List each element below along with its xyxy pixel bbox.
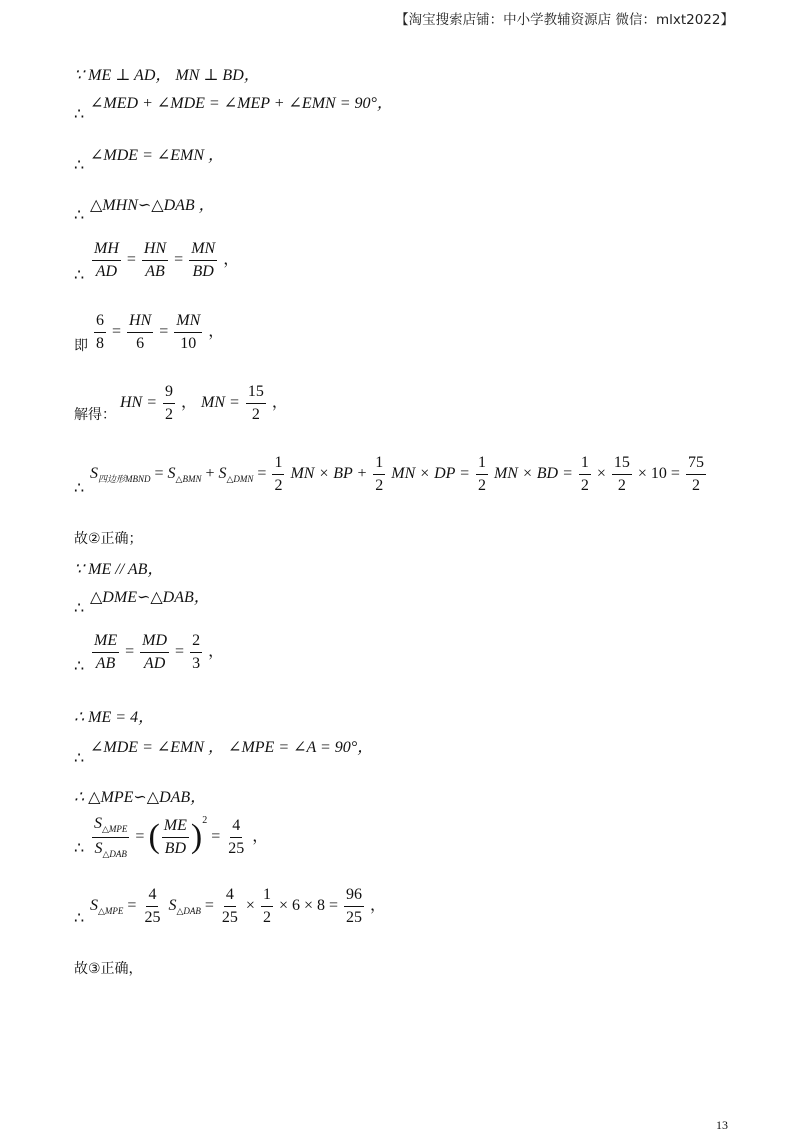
denominator: 25 xyxy=(228,839,245,857)
line-9: 故②正确； xyxy=(74,531,143,547)
line-17 xyxy=(90,886,386,926)
numerator: MN xyxy=(189,240,217,261)
math-token: ∵ ME // AB， xyxy=(74,561,164,578)
line-12 xyxy=(90,632,224,672)
page-number: 13 xyxy=(716,1118,728,1132)
numerator: 1 xyxy=(261,886,273,907)
denominator: 2 xyxy=(580,476,589,494)
math-token: ， xyxy=(208,642,225,660)
frac-hn-ab xyxy=(142,240,168,280)
fraction xyxy=(92,815,129,860)
frac-hn-6 xyxy=(127,312,153,352)
math-token: = xyxy=(126,250,136,268)
fraction xyxy=(686,454,706,494)
math-token: MN × DP = xyxy=(391,464,470,482)
therefore-9: ∴ xyxy=(74,840,85,857)
line-3 xyxy=(90,142,224,165)
line-2 xyxy=(90,90,393,113)
line-8 xyxy=(90,454,708,494)
math-token: HN = xyxy=(120,393,158,411)
line-6 xyxy=(74,312,224,355)
frac-mn-bd xyxy=(189,240,217,280)
math-token: 即 xyxy=(74,337,88,354)
math-token: × xyxy=(245,896,255,914)
math-token: 解得： xyxy=(74,406,116,423)
subscript: △DAB xyxy=(102,848,127,859)
numerator: 9 xyxy=(163,383,175,404)
numerator: ME xyxy=(162,817,189,838)
therefore-4: ∴ xyxy=(74,267,85,284)
therefore-2: ∴ xyxy=(74,157,85,174)
line-18: 故③正确， xyxy=(74,961,143,977)
math-token: + xyxy=(205,464,215,482)
subscript: △MPE xyxy=(98,905,124,916)
math-token: = xyxy=(175,642,185,660)
line-5 xyxy=(90,240,239,280)
math-token: ， xyxy=(252,828,269,846)
fraction xyxy=(476,454,488,494)
line-4 xyxy=(90,192,215,215)
numerator: MH xyxy=(92,240,121,261)
denominator: 6 xyxy=(136,334,145,352)
denominator: AD xyxy=(95,262,118,280)
math-token: S xyxy=(218,464,227,482)
numerator: 1 xyxy=(272,454,284,475)
subscript: △BMN xyxy=(175,473,202,484)
therefore-6: ∴ xyxy=(74,600,85,617)
fraction xyxy=(220,886,240,926)
math-token: × xyxy=(596,464,606,482)
denominator: BD xyxy=(192,262,214,280)
line-15 xyxy=(74,784,206,807)
frac-mh-ad xyxy=(92,240,121,280)
numerator: 1 xyxy=(579,454,591,475)
denominator xyxy=(93,838,129,860)
math-token: × 6 × 8 = xyxy=(278,896,339,914)
numerator: ME xyxy=(92,632,119,653)
numerator: 6 xyxy=(94,312,106,333)
denominator: AB xyxy=(95,654,116,672)
fraction xyxy=(612,454,632,494)
numerator: 15 xyxy=(246,383,266,404)
math-token: S xyxy=(167,464,176,482)
fraction xyxy=(272,454,284,494)
math-token: ， xyxy=(181,393,198,411)
denominator: 2 xyxy=(251,405,260,423)
parenthesis: ) xyxy=(190,818,203,856)
math-token: = xyxy=(257,464,267,482)
frac-15-2 xyxy=(246,383,266,423)
page-header: 【淘宝搜索店铺：中小学教辅资源店 微信：mlxt2022】 xyxy=(395,12,734,28)
frac-mn-10 xyxy=(174,312,202,352)
fraction xyxy=(579,454,591,494)
math-token: ∴ ME = 4， xyxy=(74,709,155,726)
math-token: ∠MDE = ∠EMN ， ∠MPE = ∠A = 90°， xyxy=(90,739,374,756)
math-token: = xyxy=(125,642,135,660)
math-token: ， xyxy=(208,322,225,340)
therefore-5: ∴ xyxy=(74,480,85,497)
math-token: △DME∽△DAB， xyxy=(90,589,210,606)
denominator: 2 xyxy=(477,476,486,494)
denominator: 2 xyxy=(691,476,700,494)
line-13 xyxy=(74,704,154,727)
denominator: 2 xyxy=(262,908,271,926)
therefore-10: ∴ xyxy=(74,910,85,927)
numerator: MN xyxy=(174,312,202,333)
numerator: 15 xyxy=(612,454,632,475)
numerator xyxy=(92,815,129,838)
fraction xyxy=(140,632,169,672)
numerator: 4 xyxy=(146,886,158,907)
line-14 xyxy=(90,734,373,757)
math-token: = xyxy=(204,896,214,914)
denominator: 10 xyxy=(180,334,197,352)
fraction xyxy=(190,632,202,672)
numerator: MD xyxy=(140,632,169,653)
fraction xyxy=(344,886,364,926)
subscript: △DAB xyxy=(176,905,201,916)
denominator: BD xyxy=(164,839,186,857)
fraction xyxy=(162,817,189,857)
numerator: 75 xyxy=(686,454,706,475)
fraction xyxy=(226,817,246,857)
denominator: 8 xyxy=(96,334,104,352)
angle-sum-equation: ∠MED + ∠MDE = ∠MEP + ∠EMN = 90°， xyxy=(90,95,393,112)
therefore-1: ∴ xyxy=(74,106,85,123)
line-10 xyxy=(74,556,163,579)
math-token: S xyxy=(94,815,102,832)
numerator: 1 xyxy=(373,454,385,475)
denominator: 3 xyxy=(192,654,201,672)
math-token: = xyxy=(135,828,145,846)
subscript: △MPE xyxy=(102,824,128,834)
line-7 xyxy=(74,383,288,424)
subscript: 四边形MBND xyxy=(98,473,151,484)
math-token: S xyxy=(94,839,103,857)
denominator: 2 xyxy=(274,476,283,494)
given-perpendicular: ∵ ME ⊥ AD， MN ⊥ BD， xyxy=(74,67,260,84)
denominator: 25 xyxy=(346,908,363,926)
math-token: MN × BD = xyxy=(493,464,573,482)
numerator: 4 xyxy=(224,886,236,907)
math-token: × 10 = xyxy=(637,464,680,482)
numerator: 1 xyxy=(476,454,488,475)
numerator: 96 xyxy=(344,886,364,907)
math-token: = xyxy=(174,250,184,268)
math-token: = xyxy=(159,322,169,340)
denominator: 25 xyxy=(221,908,238,926)
denominator: 25 xyxy=(144,908,161,926)
fraction xyxy=(261,886,273,926)
angle-equal: ∠MDE = ∠EMN ， xyxy=(90,147,225,164)
numerator: HN xyxy=(127,312,153,333)
therefore-7: ∴ xyxy=(74,658,85,675)
parenthesis: ( xyxy=(148,818,160,856)
denominator: 2 xyxy=(617,476,626,494)
math-token: = xyxy=(211,828,221,846)
math-token: S xyxy=(168,896,177,914)
fraction xyxy=(92,632,119,672)
numerator: HN xyxy=(142,240,168,261)
fraction xyxy=(142,886,162,926)
math-token: ， xyxy=(271,393,288,411)
numerator: 2 xyxy=(190,632,202,653)
math-token: = xyxy=(154,464,164,482)
denominator: 2 xyxy=(165,405,174,423)
math-token: = xyxy=(112,322,122,340)
denominator: AD xyxy=(143,654,166,672)
math-token: S xyxy=(90,464,98,482)
denominator: AB xyxy=(145,262,165,280)
math-token: S xyxy=(90,896,98,914)
frac-9-2 xyxy=(163,383,175,423)
frac-6-8 xyxy=(94,312,106,352)
similar-triangles: △MHN∽△DAB ， xyxy=(90,197,215,214)
line-1 xyxy=(74,62,260,85)
therefore-8: ∴ xyxy=(74,750,85,767)
math-token: MN × BP + xyxy=(290,464,368,482)
superscript: 2 xyxy=(202,815,208,827)
denominator: 2 xyxy=(375,476,384,494)
math-token: ∴ △MPE∽△DAB， xyxy=(74,789,207,806)
math-token: ， xyxy=(370,896,387,914)
math-token: MN = xyxy=(201,393,240,411)
subscript: △DMN xyxy=(226,473,254,484)
line-16 xyxy=(90,815,268,860)
fraction xyxy=(373,454,385,494)
therefore-3: ∴ xyxy=(74,207,85,224)
line-11 xyxy=(90,584,210,607)
math-token: = xyxy=(127,896,137,914)
numerator: 4 xyxy=(230,817,242,838)
math-token: ， xyxy=(223,250,240,268)
